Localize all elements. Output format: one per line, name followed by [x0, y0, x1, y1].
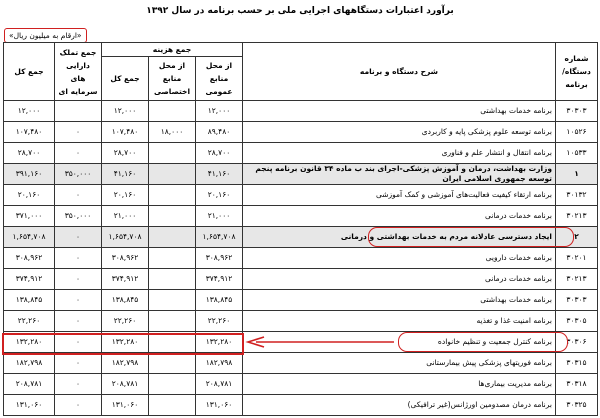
- general-cell: ۱۳۸,۸۴۵: [196, 290, 243, 311]
- capital-cell: ۰: [55, 395, 102, 416]
- general-cell: ۳۷۴,۹۱۲: [196, 269, 243, 290]
- cost-total-cell: ۱۲,۰۰۰: [102, 101, 149, 122]
- grand-total-cell: ۳۷۱,۰۰۰: [4, 206, 55, 227]
- capital-cell: ۰: [55, 143, 102, 164]
- desc-cell: برنامه امنیت غذا و تغذیه: [243, 311, 556, 332]
- desc-cell: برنامه ارتقاء کیفیت فعالیت‌های آموزشی و کمک آموزشی: [243, 185, 556, 206]
- general-cell: ۱,۶۵۴,۷۰۸: [196, 227, 243, 248]
- grand-total-cell: ۳۹۱,۱۶۰: [4, 164, 55, 185]
- grand-total-cell: ۱۰۷,۴۸۰: [4, 122, 55, 143]
- code-cell: ۳۰۳۲۵: [556, 395, 598, 416]
- general-cell: ۲۰,۱۶۰: [196, 185, 243, 206]
- grand-total-cell: ۲۰۸,۷۸۱: [4, 374, 55, 395]
- cost-total-cell: ۲۰۸,۷۸۱: [102, 374, 149, 395]
- header-general: از محل منابع عمومی: [196, 57, 243, 101]
- header-capital: جمع تملک دارایی های سرمایه ای: [55, 43, 102, 101]
- desc-cell: ایجاد دسترسی عادلانه مردم به خدمات بهداشتی و درمانی: [243, 227, 556, 248]
- general-cell: ۱۸۲,۷۹۸: [196, 353, 243, 374]
- grand-total-cell: ۲۰,۱۶۰: [4, 185, 55, 206]
- page-title: برآورد اعتبارات دستگاههای اجرایی ملی بر حسب برنامه در سال ۱۳۹۲: [146, 6, 454, 16]
- capital-cell: ۰: [55, 248, 102, 269]
- cost-total-cell: ۱۳۲,۲۸۰: [102, 332, 149, 353]
- capital-cell: ۰: [55, 374, 102, 395]
- desc-cell: برنامه خدمات بهداشتی: [243, 290, 556, 311]
- capital-cell: ۰: [55, 332, 102, 353]
- unit-note: «ارقام به میلیون ریال»: [4, 28, 87, 43]
- capital-cell: ۰: [55, 185, 102, 206]
- desc-cell: برنامه خدمات دارویی: [243, 248, 556, 269]
- code-cell: ۱۰۵۲۶: [556, 122, 598, 143]
- code-cell: ۳۰۲۱۳: [556, 269, 598, 290]
- capital-cell: ۰: [55, 122, 102, 143]
- general-cell: ۱۲,۰۰۰: [196, 101, 243, 122]
- code-cell: ۳۰۳۰۵: [556, 311, 598, 332]
- capital-cell: ۰: [55, 353, 102, 374]
- desc-cell: برنامه انتقال و انتشار علم و فناوری: [243, 143, 556, 164]
- code-cell: ۳۰۲۱۳: [556, 206, 598, 227]
- cost-total-cell: ۱۸۲,۷۹۸: [102, 353, 149, 374]
- cost-total-cell: ۲۱,۰۰۰: [102, 206, 149, 227]
- cost-total-cell: ۳۰۸,۹۶۲: [102, 248, 149, 269]
- cost-total-cell: ۱۳۸,۸۴۵: [102, 290, 149, 311]
- general-cell: ۲۱,۰۰۰: [196, 206, 243, 227]
- desc-cell: برنامه خدمات بهداشتی: [243, 101, 556, 122]
- desc-cell: برنامه فوریتهای پزشکی پیش بیمارستانی: [243, 353, 556, 374]
- code-cell: ۳۰۳۱۵: [556, 353, 598, 374]
- header-desc: شرح دستگاه و برنامه: [243, 43, 556, 101]
- cost-total-cell: ۲۲,۲۶۰: [102, 311, 149, 332]
- general-cell: ۲۰۸,۷۸۱: [196, 374, 243, 395]
- capital-cell: ۳۵۰,۰۰۰: [55, 206, 102, 227]
- grand-total-cell: ۱۲,۰۰۰: [4, 101, 55, 122]
- code-cell: ۳۰۳۰۶: [556, 332, 598, 353]
- code-cell: ۱۰۵۳۳: [556, 143, 598, 164]
- desc-cell: برنامه خدمات درمانی: [243, 206, 556, 227]
- desc-cell: وزارت بهداشت، درمان و آموزش پزشکی-اجرای بند ب ماده ۳۴ قانون برنامه پنجم توسعه جمهوری اسلامی ایران: [243, 164, 556, 185]
- code-cell: ۳۰۳۰۳: [556, 290, 598, 311]
- grand-total-cell: ۱۳۲,۲۸۰: [4, 332, 55, 353]
- grand-total-cell: ۳۷۴,۹۱۲: [4, 269, 55, 290]
- desc-cell: برنامه خدمات درمانی: [243, 269, 556, 290]
- general-cell: ۴۱,۱۶۰: [196, 164, 243, 185]
- desc-cell: برنامه درمان مصدومین اورژانس(غیر ترافیکی): [243, 395, 556, 416]
- code-cell: ۳۰۳۱۸: [556, 374, 598, 395]
- general-cell: ۳۰۸,۹۶۲: [196, 248, 243, 269]
- cost-total-cell: ۴۱,۱۶۰: [102, 164, 149, 185]
- general-cell: ۱۳۲,۲۸۰: [196, 332, 243, 353]
- code-cell: ۱: [556, 164, 598, 185]
- grand-total-cell: ۱,۶۵۴,۷۰۸: [4, 227, 55, 248]
- capital-cell: ۰: [55, 311, 102, 332]
- code-cell: ۲: [556, 227, 598, 248]
- code-cell: ۳۰۲۰۱: [556, 248, 598, 269]
- grand-total-cell: ۱۸۲,۷۹۸: [4, 353, 55, 374]
- header-special: از محل منابع اختصاصی: [149, 57, 196, 101]
- capital-cell: ۰: [55, 227, 102, 248]
- cost-total-cell: ۲۰,۱۶۰: [102, 185, 149, 206]
- capital-cell: ۳۵۰,۰۰۰: [55, 164, 102, 185]
- special-cell: ۱۸,۰۰۰: [149, 122, 196, 143]
- header-group-cost: جمع هزینه: [102, 43, 243, 57]
- grand-total-cell: ۳۰۸,۹۶۲: [4, 248, 55, 269]
- grand-total-cell: ۲۸,۷۰۰: [4, 143, 55, 164]
- capital-cell: ۰: [55, 269, 102, 290]
- grand-total-cell: ۱۳۸,۸۴۵: [4, 290, 55, 311]
- header-code: شماره دستگاه/ برنامه: [556, 43, 598, 101]
- desc-cell: برنامه توسعه علوم پزشکی پایه و کاربردی: [243, 122, 556, 143]
- header-grand-total: جمع کل: [4, 43, 55, 101]
- header-cost-total: جمع کل: [102, 57, 149, 101]
- cost-total-cell: ۲۸,۷۰۰: [102, 143, 149, 164]
- cost-total-cell: ۱,۶۵۴,۷۰۸: [102, 227, 149, 248]
- cost-total-cell: ۱۳۱,۰۶۰: [102, 395, 149, 416]
- cost-total-cell: ۱۰۷,۴۸۰: [102, 122, 149, 143]
- grand-total-cell: ۱۳۱,۰۶۰: [4, 395, 55, 416]
- code-cell: ۳۰۱۳۲: [556, 185, 598, 206]
- general-cell: ۲۲,۲۶۰: [196, 311, 243, 332]
- desc-cell: برنامه مدیریت بیماری‌ها: [243, 374, 556, 395]
- general-cell: ۲۸,۷۰۰: [196, 143, 243, 164]
- desc-cell: برنامه کنترل جمعیت و تنظیم خانواده: [243, 332, 556, 353]
- cost-total-cell: ۳۷۴,۹۱۲: [102, 269, 149, 290]
- capital-cell: ۰: [55, 290, 102, 311]
- general-cell: ۸۹,۴۸۰: [196, 122, 243, 143]
- grand-total-cell: ۲۲,۲۶۰: [4, 311, 55, 332]
- general-cell: ۱۳۱,۰۶۰: [196, 395, 243, 416]
- code-cell: ۳۰۳۰۳: [556, 101, 598, 122]
